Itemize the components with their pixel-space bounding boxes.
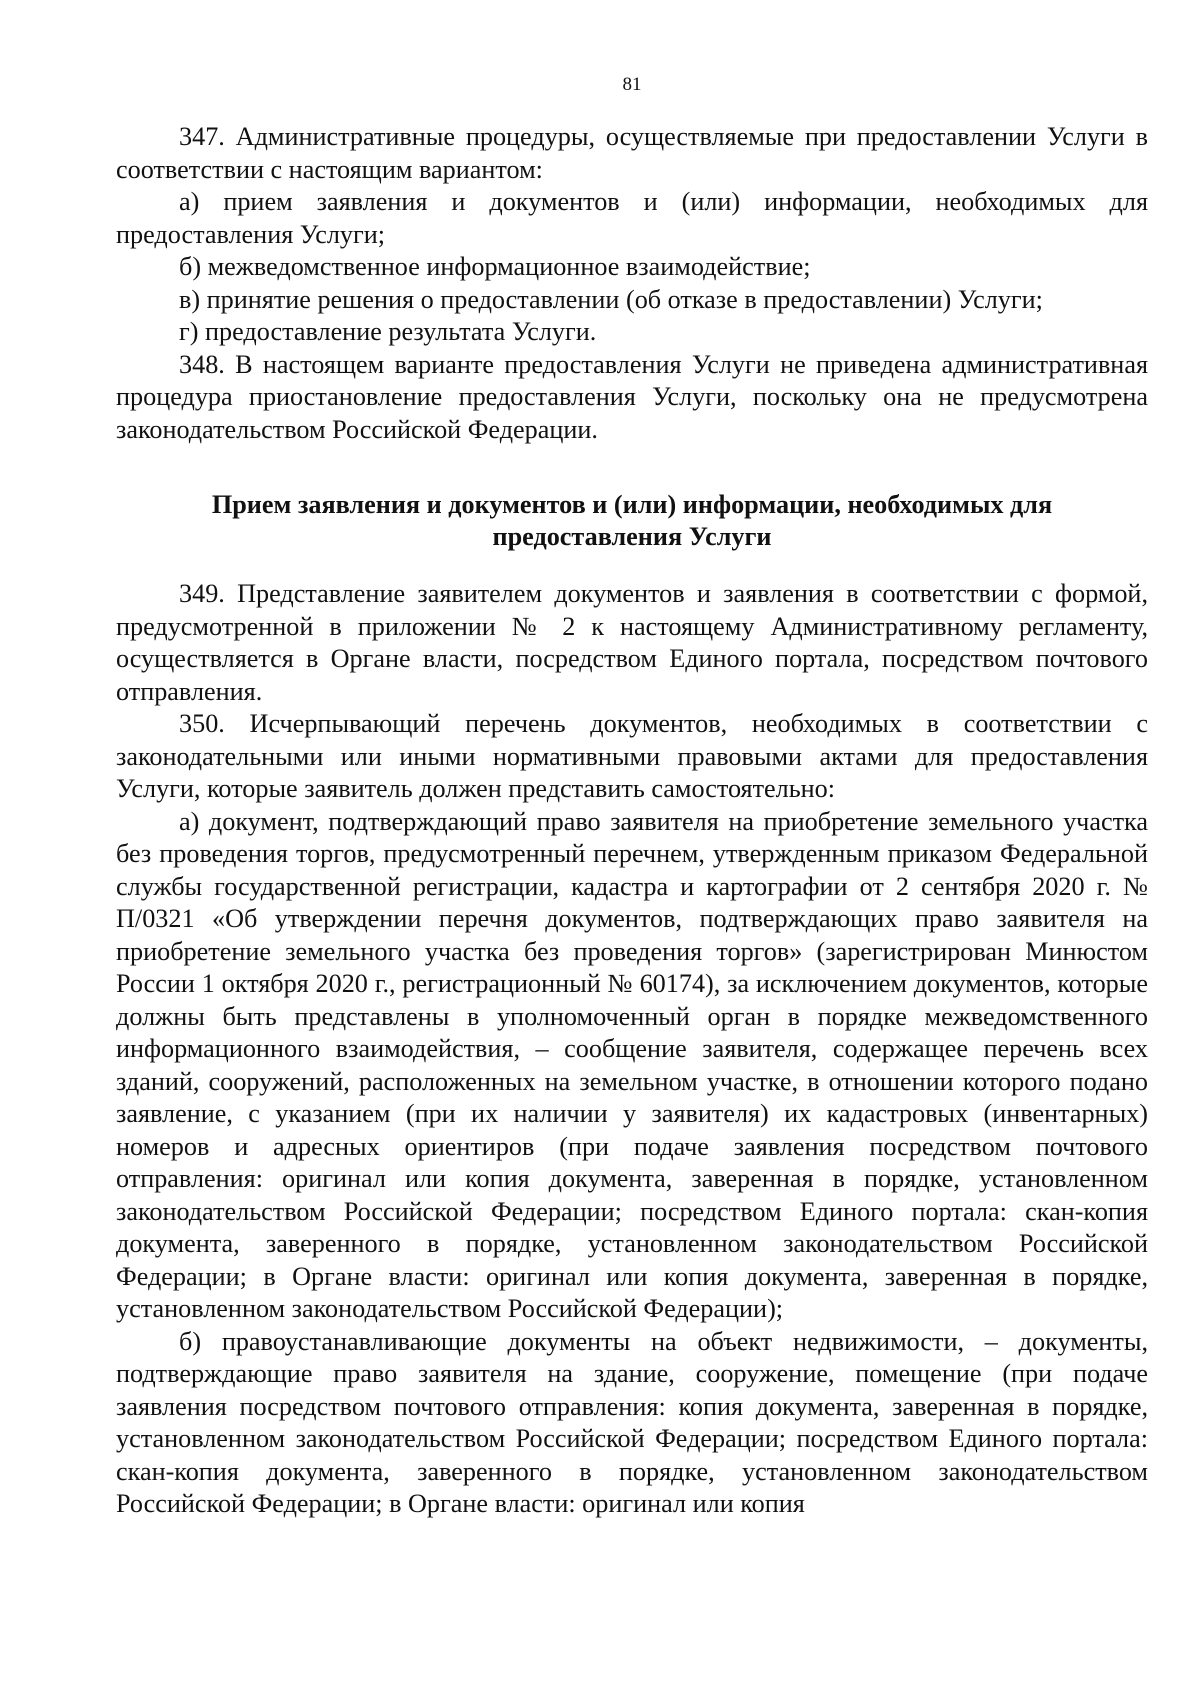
list-item-b: б) межведомственное информационное взаимодействие; (179, 252, 811, 281)
section-heading-line-1: Прием заявления и документов и (или) информации, необходимых для (211, 490, 1053, 519)
section-heading (116, 489, 1148, 553)
paragraph-347: 347. Административные процедуры, осуществляемые при предоставлении Услуги в соответствии с настоящим вариантом: (116, 122, 1148, 184)
section-heading-line-2: предоставления Услуги (492, 522, 772, 551)
list-item-v: в) принятие решения о предоставлении (об отказе в предоставлении) Услуги; (179, 284, 1043, 314)
document-body (116, 121, 1148, 1521)
page-number: 81 (622, 74, 642, 95)
list-item-g: г) предоставление результата Услуги. (179, 317, 597, 346)
paragraph-349: 349. Представление заявителем документов и заявления в соответствии с формой, предусмотренной в приложении № 2 к настоящему Административному регламенту, осуществляется в Органе власти, посредством Единого портала, посредством почтового отправления. (116, 579, 1148, 706)
list-item-350-a: а) документ, подтверждающий право заявителя на приобретение земельного участка без проведения торгов, предусмотренный перечнем, утвержденным приказом Федеральной службы государственной регистрации, кадастра и картографии от 2 сентября 2020 г. № П/0321 «Об утверждении перечня документов, подтверждающих право заявителя на приобретение земельного участка без проведения торгов» (зарегистрирован Минюстом России 1 октября 2020 г., регистрационный № 60174), за исключением документов, которые должны быть представлены в уполномоченный орган в порядке межведомственного информационного взаимодействия, – сообщение заявителя, содержащее перечень всех зданий, сооружений, расположенных на земельном участке, в отношении которого подано заявление, с указанием (при их наличии у заявителя) их кадастровых (инвентарных) номеров и адресных ориентиров (при подаче заявления посредством почтового отправления: оригинал или копия документа, заверенная в порядке, установленном законодательством Российской Федерации; посредством Единого портала: скан-копия документа, заверенного в порядке, установленном законодательством Российской Федерации; в Органе власти: оригинал или копия документа, заверенная в порядке, установленном законодательством Российской Федерации); (116, 806, 1148, 1323)
paragraph-350: 350. Исчерпывающий перечень документов, необходимых в соответствии с законодательными или иными нормативными правовыми актами для предоставления Услуги, которые заявитель должен представить самостоятельно: (116, 709, 1148, 803)
list-item-a: а) прием заявления и документов и (или) информации, необходимых для предоставления Услуги; (116, 187, 1148, 249)
list-item-350-b: б) правоустанавливающие документы на объект недвижимости, – документы, подтверждающие право заявителя на здание, сооружение, помещение (при подаче заявления посредством почтового отправления: копия документа, заверенная в порядке, установленном законодательством Российской Федерации; посредством Единого портала: скан-копия документа, заверенного в порядке, установленном законодательством Российской Федерации; в Органе власти: оригинал или копия (116, 1326, 1148, 1518)
paragraph-348: 348. В настоящем варианте предоставления Услуги не приведена административная процедура приостановление предоставления Услуги, поскольку она не предусмотрена законодательством Российской Федерации. (116, 349, 1148, 444)
